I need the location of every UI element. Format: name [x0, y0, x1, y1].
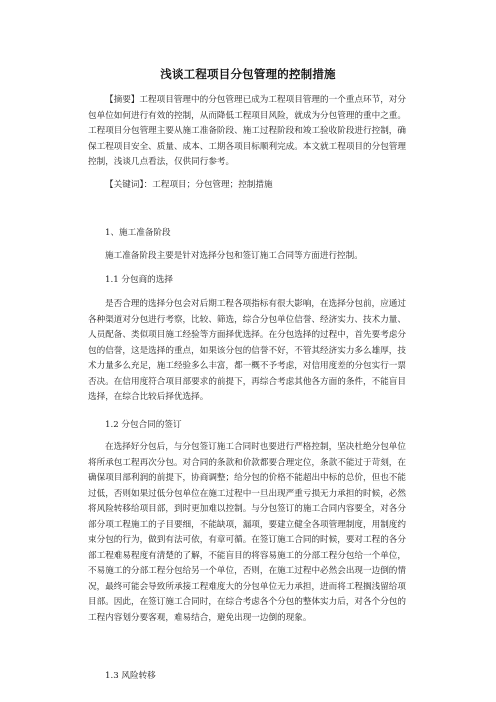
subsection-1-2-paragraph: 在选择好分包后，与分包签订施工合同时也要进行严格控制，坚决杜绝分包单位将所承包工程再次分包。对合同的条款和价款都要合理定位，条款不能过于苛刻，在确保项目部利润的前提下，协商调整；给分包的价格不能超出中标的总价，但也不能过低，否则如果过低分包单位在施工过程中一旦出现严重亏损无力承担的时候，必然将风险转移给项目部，到时更加难以控制。与分包签订的施工合同内容要全，对各分部分项工程施工的子目要细，不能缺项，漏项，要建立健全各项管理制度，用制度约束分包的行为，做到有法可依，有章可循。在签订施工合同的时候，要对工程的各分部工程难易程度有清楚的了解，不能盲目的将容易施工的分部工程分包给一个单位，不易施工的分部工程分包给另一个单位，否则，在施工过程中必然会出现一边倒的情况，最终可能会导致所承接工程难度大的分包单位无力承担，进而将工程搁浅留给项目部。因此，在签订施工合同时，在综合考虑各个分包的整体实力后，对各个分包的工程内容划分要客观，难易结合，避免出现一边倒的现象。	[88, 442, 406, 623]
abstract-paragraph: 【摘要】工程项目管理中的分包管理已成为工程项目管理的一个重点环节，对分包单位如何进行有效的控制，从而降低工程项目风险，就成为分包管理的重中之重。工程项目分包管理主要从施工准备阶段、施工过程阶段和竣工验收阶段进行控制，确保工程项目安全、质量、成本、工期各项目标顺利完成。本文就工程项目的分包管理控制，浅谈几点看法，仅供同行参考。	[88, 95, 406, 167]
subsection-1-2-heading: 1.2 分包合同的签订	[105, 420, 182, 430]
keywords-paragraph: 【关键词】：工程项目；分包管理；控制措施	[105, 180, 273, 190]
subsection-1-3-heading: 1.3 风险转移	[105, 671, 156, 681]
section-1-intro: 施工准备阶段主要是针对选择分包和签订施工合同等方面进行控制。	[105, 251, 363, 261]
subsection-1-1-paragraph: 是否合理的选择分包会对后期工程各项指标有很大影响，在选择分包前，应通过各种渠道对分包进行考察，比较、筛选，综合分包单位信誉、经济实力、技术力量、人员配备、类似项目施工经验等方面择优选择。在分包选择的过程中，首先要考虑分包的信誉，这是选择的重点，如果该分包的信誉不好，不管其经济实力多么雄厚，技术力量多么充足，施工经验多么丰富，都一概不予考虑，对信用度差的分包实行一票否决。在信用度符合项目部要求的前提下，再综合考虑其他各方面的条件，不能盲目选择，在综合比较后择优选择。	[88, 299, 406, 402]
subsection-1-1-heading: 1.1 分包商的选择	[105, 275, 173, 285]
document-title: 浅谈工程项目分包管理的控制措施	[160, 67, 336, 81]
section-1-heading: 1、施工准备阶段	[105, 228, 171, 238]
